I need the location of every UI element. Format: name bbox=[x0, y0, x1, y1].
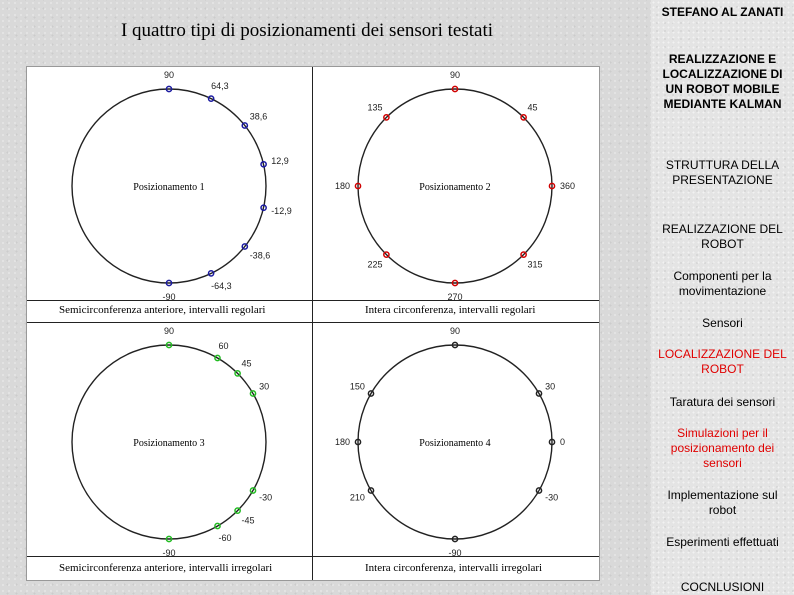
sensor-angle-label: -30 bbox=[545, 492, 559, 503]
sensor-angle-label: 45 bbox=[241, 358, 252, 369]
sensor-angle-label: 45 bbox=[527, 102, 538, 113]
sensor-angle-label: 60 bbox=[218, 340, 229, 351]
sensor-angle-label: -60 bbox=[218, 533, 232, 544]
sensor-angle-label: 135 bbox=[367, 102, 383, 113]
sensor-angle-label: 360 bbox=[560, 181, 576, 191]
sensor-angle-label: -90 bbox=[162, 292, 176, 300]
figure-divider-caption-top-1 bbox=[27, 300, 599, 301]
sensor-angle-label: 38,6 bbox=[249, 111, 268, 122]
panel-posizionamento-3 bbox=[27, 323, 312, 556]
panel-label: Posizionamento 2 bbox=[419, 182, 491, 193]
sensor-angle-label: 225 bbox=[367, 259, 383, 270]
sensor-angle-label: 90 bbox=[449, 70, 461, 80]
sensor-angle-label: -45 bbox=[241, 515, 255, 526]
sensor-angle-label: -64,3 bbox=[211, 281, 232, 291]
sensor-angle-label: 180 bbox=[334, 437, 350, 447]
sidebar-item-4[interactable]: Componenti per la movimentazione bbox=[673, 269, 772, 298]
sidebar-item-11[interactable]: COCNLUSIONI bbox=[680, 580, 765, 594]
sensor-angle-label: -30 bbox=[259, 492, 273, 503]
sidebar-item-2[interactable]: STRUTTURA DELLA PRESENTAZIONE bbox=[665, 158, 780, 187]
panel-label: Posizionamento 1 bbox=[133, 182, 205, 193]
panel-label: Posizionamento 3 bbox=[133, 438, 205, 449]
sidebar-item-1[interactable]: REALIZZAZIONE E LOCALIZZAZIONE DI UN ROBOT MOBILE MEDIANTE KALMAN bbox=[662, 52, 783, 111]
sensor-angle-label: 0 bbox=[560, 437, 566, 447]
caption-panel-2: Intera circonferenza, intervalli regolari bbox=[365, 304, 536, 316]
sidebar-item-7[interactable]: Taratura dei sensori bbox=[669, 395, 776, 409]
sensor-angle-label: 150 bbox=[349, 381, 365, 392]
sensor-angle-label: -12,9 bbox=[271, 205, 292, 216]
sensor-angle-label: 270 bbox=[447, 292, 463, 300]
panel-label: Posizionamento 4 bbox=[419, 438, 491, 449]
sensor-angle-label: 30 bbox=[259, 381, 270, 392]
sensor-angle-label: 90 bbox=[163, 326, 175, 336]
sidebar-item-3[interactable]: REALIZZAZIONE DEL ROBOT bbox=[662, 222, 783, 251]
sensor-angle-label: 210 bbox=[349, 492, 365, 503]
sidebar-author: STEFANO AL ZANATI bbox=[661, 5, 784, 19]
sensor-angle-label: -38,6 bbox=[249, 250, 271, 261]
slide-title: I quattro tipi di posizionamenti dei sensori testati bbox=[120, 20, 493, 41]
sensor-angle-label: 30 bbox=[545, 381, 556, 392]
caption-panel-4: Intera circonferenza, intervalli irregolari bbox=[365, 562, 543, 574]
sidebar-item-5[interactable]: Sensori bbox=[702, 316, 743, 330]
sensor-angle-label: 12,9 bbox=[271, 156, 289, 167]
panel-diagram-1 bbox=[27, 67, 312, 300]
sensor-angle-label: 90 bbox=[163, 70, 175, 80]
panel-posizionamento-2 bbox=[313, 67, 598, 300]
panel-posizionamento-1 bbox=[27, 67, 312, 300]
sensor-angle-label: 315 bbox=[527, 259, 543, 270]
caption-panel-1: Semicirconferenza anteriore, intervalli regolari bbox=[59, 304, 266, 316]
sensor-angle-label: 180 bbox=[334, 181, 350, 191]
sidebar-item-6[interactable]: LOCALIZZAZIONE DEL ROBOT bbox=[658, 347, 787, 376]
panel-diagram-4 bbox=[313, 323, 598, 556]
panel-diagram-3 bbox=[27, 323, 312, 556]
figure-divider-caption-top-2 bbox=[27, 556, 599, 557]
sidebar-item-10[interactable]: Esperimenti effettuati bbox=[666, 535, 779, 549]
sensor-angle-label: 90 bbox=[449, 326, 461, 336]
sensor-angle-label: -90 bbox=[162, 548, 176, 556]
navigation-sidebar bbox=[651, 0, 794, 595]
panel-posizionamento-4 bbox=[313, 323, 598, 556]
sidebar-item-9[interactable]: Implementazione sul robot bbox=[667, 488, 778, 517]
sidebar-item-8[interactable]: Simulazioni per il posizionamento dei sensori bbox=[670, 426, 775, 470]
sensor-positioning-figure bbox=[26, 66, 600, 581]
sensor-angle-label: 64,3 bbox=[211, 81, 229, 91]
panel-diagram-2 bbox=[313, 67, 598, 300]
sensor-angle-label: -90 bbox=[448, 548, 462, 556]
caption-panel-3: Semicirconferenza anteriore, intervalli irregolari bbox=[59, 562, 273, 574]
